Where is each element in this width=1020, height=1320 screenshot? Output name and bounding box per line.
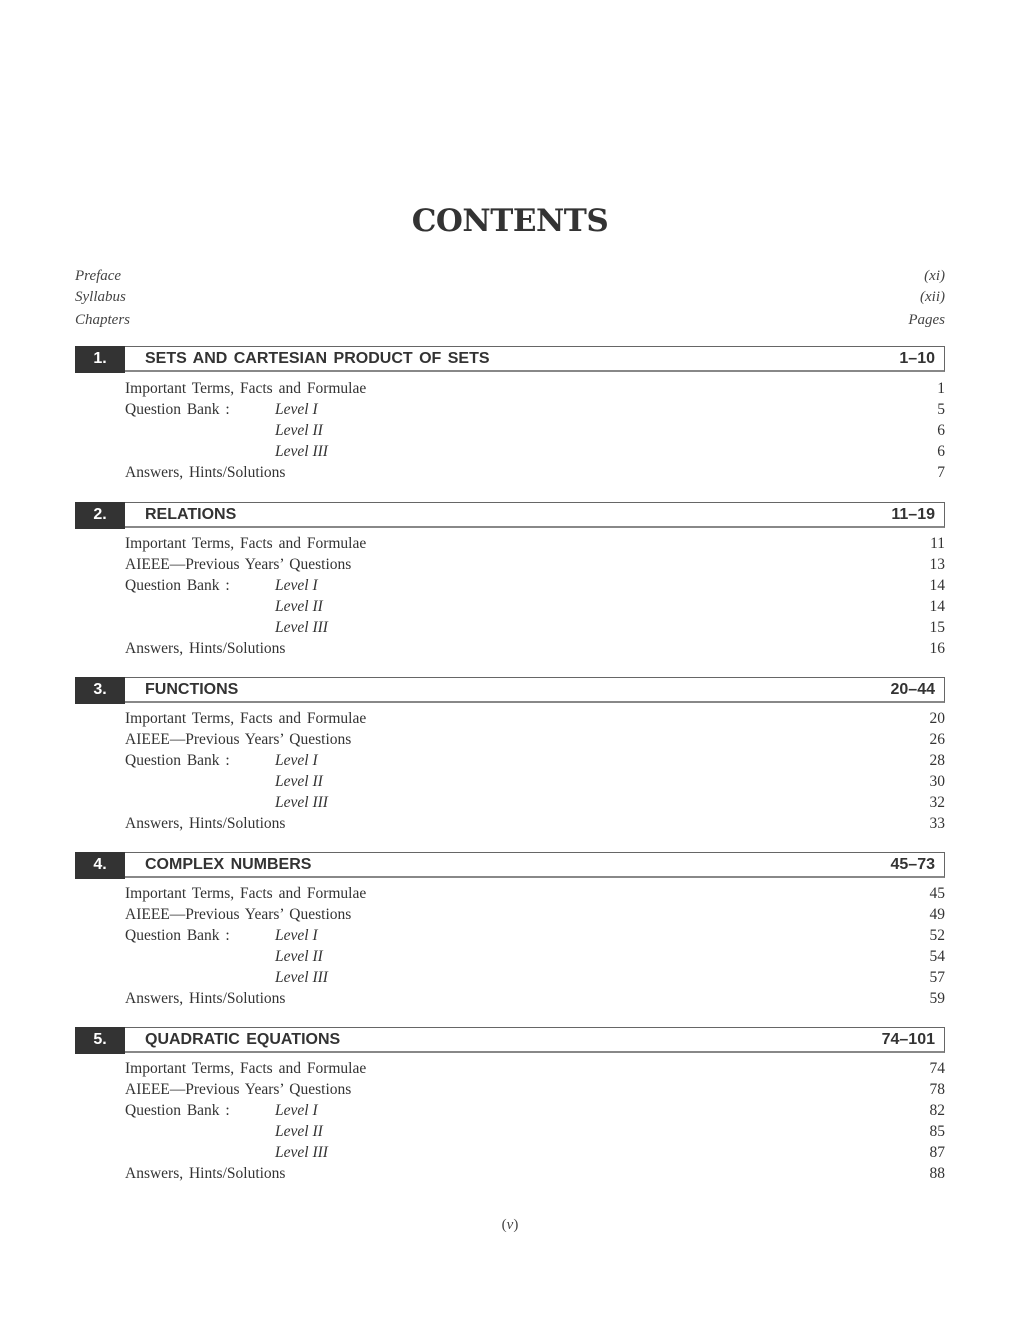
toc-entry[interactable] — [75, 750, 945, 771]
toc-entry[interactable] — [75, 638, 945, 659]
entry-page: 59 — [929, 990, 945, 1007]
chapter-number: 4. — [75, 852, 125, 879]
chapter-number: 2. — [75, 502, 125, 529]
toc-entry[interactable] — [75, 988, 945, 1009]
entry-label: Question Bank : — [125, 1102, 230, 1119]
toc-entry[interactable] — [75, 771, 945, 792]
entry-level: Level I — [275, 401, 318, 418]
entry-label: Answers, Hints/Solutions — [125, 640, 286, 657]
chapter-3 — [75, 677, 945, 834]
entry-page: 15 — [929, 619, 945, 636]
toc-entry[interactable] — [75, 1163, 945, 1184]
toc-entry[interactable] — [75, 1121, 945, 1142]
chapter-page-range: 20–44 — [890, 681, 935, 698]
front-matter-page: (xi) — [924, 268, 945, 284]
entry-page: 87 — [929, 1144, 945, 1161]
toc-entry[interactable] — [75, 1142, 945, 1163]
chapter-5 — [75, 1027, 945, 1184]
entry-level: Level III — [275, 443, 328, 460]
chapter-entries — [75, 533, 945, 659]
entry-page: 33 — [929, 815, 945, 832]
chapter-page-range: 74–101 — [881, 1031, 935, 1048]
entry-page: 1 — [937, 380, 945, 397]
front-matter-label: Preface — [75, 268, 122, 284]
entry-label: AIEEE—Previous Years’ Questions — [125, 731, 352, 748]
chapter-header[interactable] — [75, 1027, 945, 1053]
front-matter-syllabus[interactable] — [75, 289, 945, 306]
front-matter-preface[interactable] — [75, 268, 945, 285]
entry-page: 49 — [929, 906, 945, 923]
entry-level: Level II — [275, 422, 323, 439]
entry-page: 26 — [929, 731, 945, 748]
entry-level: Level III — [275, 619, 328, 636]
chapters-column-header: Chapters — [75, 312, 131, 328]
entry-label: Answers, Hints/Solutions — [125, 1165, 286, 1182]
page-number: (v) — [501, 1217, 519, 1233]
entry-page: 6 — [937, 422, 945, 439]
entry-level: Level III — [275, 1144, 328, 1161]
page-title: CONTENTS — [411, 203, 609, 239]
entry-page: 5 — [937, 401, 945, 418]
entry-label: Answers, Hints/Solutions — [125, 990, 286, 1007]
toc-entry[interactable] — [75, 813, 945, 834]
toc-entry[interactable] — [75, 462, 945, 483]
toc-entry[interactable] — [75, 1079, 945, 1100]
chapter-header[interactable] — [75, 346, 945, 372]
toc-entry[interactable] — [75, 441, 945, 462]
entry-label: Important Terms, Facts and Formulae — [125, 380, 367, 397]
entry-page: 30 — [929, 773, 945, 790]
entry-page: 52 — [929, 927, 945, 944]
toc-entry[interactable] — [75, 904, 945, 925]
chapter-title: COMPLEX NUMBERS — [145, 856, 312, 873]
entry-level: Level II — [275, 598, 323, 615]
entry-page: 11 — [930, 535, 945, 552]
toc-entry[interactable] — [75, 378, 945, 399]
chapter-title: SETS AND CARTESIAN PRODUCT OF SETS — [145, 350, 490, 367]
entry-label: Important Terms, Facts and Formulae — [125, 885, 367, 902]
entry-page: 57 — [929, 969, 945, 986]
entry-page: 85 — [929, 1123, 945, 1140]
entry-page: 16 — [929, 640, 945, 657]
chapter-title: RELATIONS — [145, 506, 237, 523]
page-number-value: v — [506, 1217, 514, 1233]
entry-label: Important Terms, Facts and Formulae — [125, 710, 367, 727]
entry-label: Important Terms, Facts and Formulae — [125, 1060, 367, 1077]
front-matter-label: Syllabus — [75, 289, 126, 305]
entry-label: Question Bank : — [125, 577, 230, 594]
toc-entry[interactable] — [75, 617, 945, 638]
entry-label: Answers, Hints/Solutions — [125, 815, 286, 832]
toc-entry[interactable] — [75, 792, 945, 813]
pages-column-header: Pages — [908, 312, 945, 328]
chapter-1 — [75, 346, 945, 483]
toc-entry[interactable] — [75, 596, 945, 617]
toc-entry[interactable] — [75, 1100, 945, 1121]
entry-label: Answers, Hints/Solutions — [125, 464, 286, 481]
entry-page: 82 — [929, 1102, 945, 1119]
chapter-page-range: 45–73 — [890, 856, 935, 873]
toc-entry[interactable] — [75, 399, 945, 420]
entry-page: 32 — [929, 794, 945, 811]
toc-entry[interactable] — [75, 575, 945, 596]
chapter-entries — [75, 1058, 945, 1184]
entry-label: AIEEE—Previous Years’ Questions — [125, 906, 352, 923]
front-matter-page: (xii) — [920, 289, 945, 305]
entry-level: Level III — [275, 794, 328, 811]
chapter-page-range: 11–19 — [891, 506, 935, 523]
entry-level: Level I — [275, 577, 318, 594]
entry-label: Question Bank : — [125, 752, 230, 769]
column-headers — [75, 312, 945, 329]
entry-level: Level II — [275, 948, 323, 965]
entry-level: Level I — [275, 1102, 318, 1119]
toc-entry[interactable] — [75, 967, 945, 988]
toc-entry[interactable] — [75, 420, 945, 441]
entry-page: 45 — [929, 885, 945, 902]
chapter-number: 5. — [75, 1027, 125, 1054]
chapter-header[interactable] — [75, 502, 945, 528]
toc-entry[interactable] — [75, 883, 945, 904]
entry-page: 13 — [929, 556, 945, 573]
chapter-number: 3. — [75, 677, 125, 704]
chapter-number: 1. — [75, 346, 125, 373]
entry-label: AIEEE—Previous Years’ Questions — [125, 1081, 352, 1098]
entry-label: Question Bank : — [125, 927, 230, 944]
chapter-header[interactable] — [75, 677, 945, 703]
entry-page: 28 — [929, 752, 945, 769]
toc-entry[interactable] — [75, 533, 945, 554]
entry-page: 78 — [929, 1081, 945, 1098]
chapter-entries — [75, 883, 945, 1009]
chapter-entries — [75, 708, 945, 834]
entry-level: Level II — [275, 773, 323, 790]
toc-entry[interactable] — [75, 729, 945, 750]
toc-entry[interactable] — [75, 1058, 945, 1079]
chapter-entries — [75, 378, 945, 483]
entry-label: Important Terms, Facts and Formulae — [125, 535, 367, 552]
toc-entry[interactable] — [75, 708, 945, 729]
entry-page: 6 — [937, 443, 945, 460]
chapter-4 — [75, 852, 945, 1009]
entry-page: 54 — [929, 948, 945, 965]
chapter-title: FUNCTIONS — [145, 681, 239, 698]
entry-page: 74 — [929, 1060, 945, 1077]
entry-level: Level III — [275, 969, 328, 986]
chapter-title: QUADRATIC EQUATIONS — [145, 1031, 341, 1048]
entry-level: Level I — [275, 752, 318, 769]
toc-entry[interactable] — [75, 554, 945, 575]
entry-page: 14 — [929, 598, 945, 615]
entry-page: 7 — [937, 464, 945, 481]
entry-label: Question Bank : — [125, 401, 230, 418]
chapter-page-range: 1–10 — [899, 350, 935, 367]
entry-page: 88 — [929, 1165, 945, 1182]
chapter-header[interactable] — [75, 852, 945, 878]
entry-page: 14 — [929, 577, 945, 594]
toc-entry[interactable] — [75, 925, 945, 946]
entry-label: AIEEE—Previous Years’ Questions — [125, 556, 352, 573]
entry-level: Level II — [275, 1123, 323, 1140]
toc-entry[interactable] — [75, 946, 945, 967]
chapter-2 — [75, 502, 945, 659]
entry-level: Level I — [275, 927, 318, 944]
entry-page: 20 — [929, 710, 945, 727]
